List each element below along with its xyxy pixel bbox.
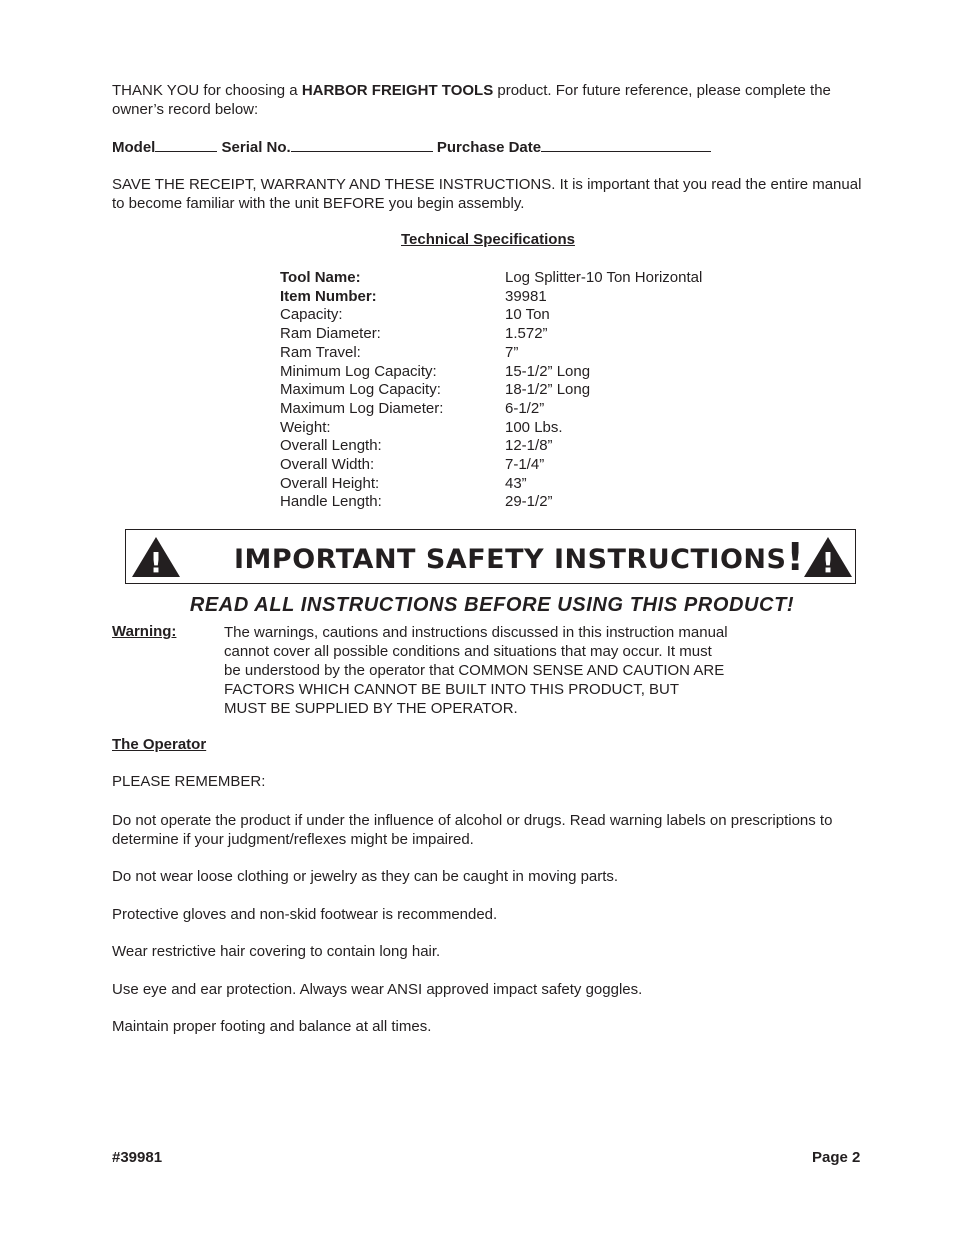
read-all-heading: READ ALL INSTRUCTIONS BEFORE USING THIS PRODUCT! — [189, 594, 795, 616]
spec-row — [280, 324, 760, 343]
spec-row — [280, 268, 760, 287]
spec-value: 43” — [505, 474, 527, 492]
spec-label: Ram Diameter: — [280, 325, 381, 343]
spec-value: 15-1/2” Long — [505, 362, 591, 380]
spec-row — [280, 492, 760, 511]
purchase-date-label: Purchase Date — [436, 139, 542, 156]
spec-row — [280, 305, 760, 324]
footer-item-number: #39981 — [112, 1149, 163, 1166]
spec-value: 6-1/2” — [505, 399, 545, 417]
operator-item: Do not wear loose clothing or jewelry as they can be caught in moving parts. — [112, 868, 619, 885]
spec-row — [280, 418, 760, 437]
owner-record — [112, 138, 711, 156]
spec-label: Maximum Log Diameter: — [280, 399, 444, 417]
spec-row — [280, 362, 760, 381]
warning-line: be understood by the operator that COMMON SENSE AND CAUTION ARE — [224, 662, 725, 679]
operator-item: Maintain proper footing and balance at all times. — [112, 1018, 432, 1035]
spec-row — [280, 455, 760, 474]
warning-triangle-icon — [131, 536, 181, 578]
warning-line: FACTORS WHICH CANNOT BE BUILT INTO THIS PRODUCT, BUT — [224, 681, 680, 698]
model-label: Model — [112, 139, 156, 156]
spec-label: Weight: — [280, 418, 331, 436]
spec-value: 39981 — [505, 287, 547, 305]
spec-value: 100 Lbs. — [505, 418, 563, 436]
warning-triangle-mark: ! — [149, 546, 163, 578]
spec-value: 7-1/4” — [505, 456, 545, 473]
spec-value: 29-1/2” — [505, 493, 553, 511]
spec-label: Overall Height: — [280, 474, 380, 492]
spec-label: Ram Travel: — [280, 343, 361, 361]
spec-value: 18-1/2” Long — [505, 381, 591, 399]
warning-line: cannot cover all possible conditions and situations that may occur. It must — [224, 643, 712, 660]
spec-row — [280, 436, 760, 455]
warning-triangle-icon — [803, 536, 853, 578]
safety-banner — [125, 529, 856, 584]
spec-row — [280, 343, 760, 362]
spec-label: Tool Name: — [280, 269, 361, 286]
spec-label: Minimum Log Capacity: — [280, 362, 437, 380]
safety-title-exclamation: ! — [786, 535, 805, 579]
serial-label: Serial No. — [221, 139, 291, 156]
operator-item: Wear restrictive hair covering to contain long hair. — [112, 943, 441, 960]
warning-line: The warnings, cautions and instructions discussed in this instruction manual — [224, 624, 728, 641]
operator-item: Do not operate the product if under the influence of alcohol or drugs. Read warning labels on prescriptions to determine if your judgment/reflexes might be impaired. — [112, 812, 833, 848]
spec-label: Handle Length: — [280, 493, 382, 511]
safety-title-text: IMPORTANT SAFETY INSTRUCTIONS — [234, 544, 787, 575]
spec-value: 7” — [505, 343, 519, 361]
spec-row — [280, 380, 760, 399]
brand-name: HARBOR FREIGHT TOOLS — [301, 82, 494, 99]
spec-label: Overall Length: — [280, 437, 382, 455]
spec-value: 12-1/8” — [505, 437, 553, 455]
purchase-date-blank — [541, 138, 711, 152]
spec-value: 1.572” — [505, 325, 548, 343]
warning-line: MUST BE SUPPLIED BY THE OPERATOR. — [224, 700, 518, 717]
specs-heading: Technical Specifications — [401, 231, 575, 248]
spec-label: Overall Width: — [280, 456, 375, 473]
please-remember: PLEASE REMEMBER: — [112, 773, 266, 790]
warning-label: Warning: — [112, 623, 177, 640]
intro-text-before: THANK YOU for choosing a — [112, 82, 302, 99]
spec-label: Maximum Log Capacity: — [280, 381, 441, 399]
spec-value: Log Splitter-10 Ton Horizontal — [505, 269, 703, 286]
warning-triangle-mark: ! — [821, 546, 835, 578]
spec-row — [280, 474, 760, 493]
operator-item: Use eye and ear protection. Always wear ANSI approved impact safety goggles. — [112, 981, 643, 998]
warning-text — [224, 623, 764, 718]
model-blank — [155, 138, 217, 152]
serial-blank — [291, 138, 433, 152]
operator-heading: The Operator — [112, 736, 207, 753]
footer-page-number: Page 2 — [812, 1149, 861, 1166]
spec-value: 10 Ton — [505, 306, 550, 324]
spec-row — [280, 287, 760, 306]
intro-text-after: product. For future reference, please complete the owner’s record below: — [112, 82, 831, 118]
spec-row — [280, 399, 760, 418]
safety-banner-title — [234, 535, 804, 579]
spec-label: Capacity: — [280, 306, 343, 324]
intro-paragraph — [112, 81, 872, 119]
spec-label: Item Number: — [280, 287, 377, 305]
operator-item: Protective gloves and non-skid footwear is recommended. — [112, 906, 498, 923]
save-instructions-text: SAVE THE RECEIPT, WARRANTY AND THESE INSTRUCTIONS. It is important that you read the entire manual to become familiar with the unit BEFORE you begin assembly. — [112, 176, 862, 212]
